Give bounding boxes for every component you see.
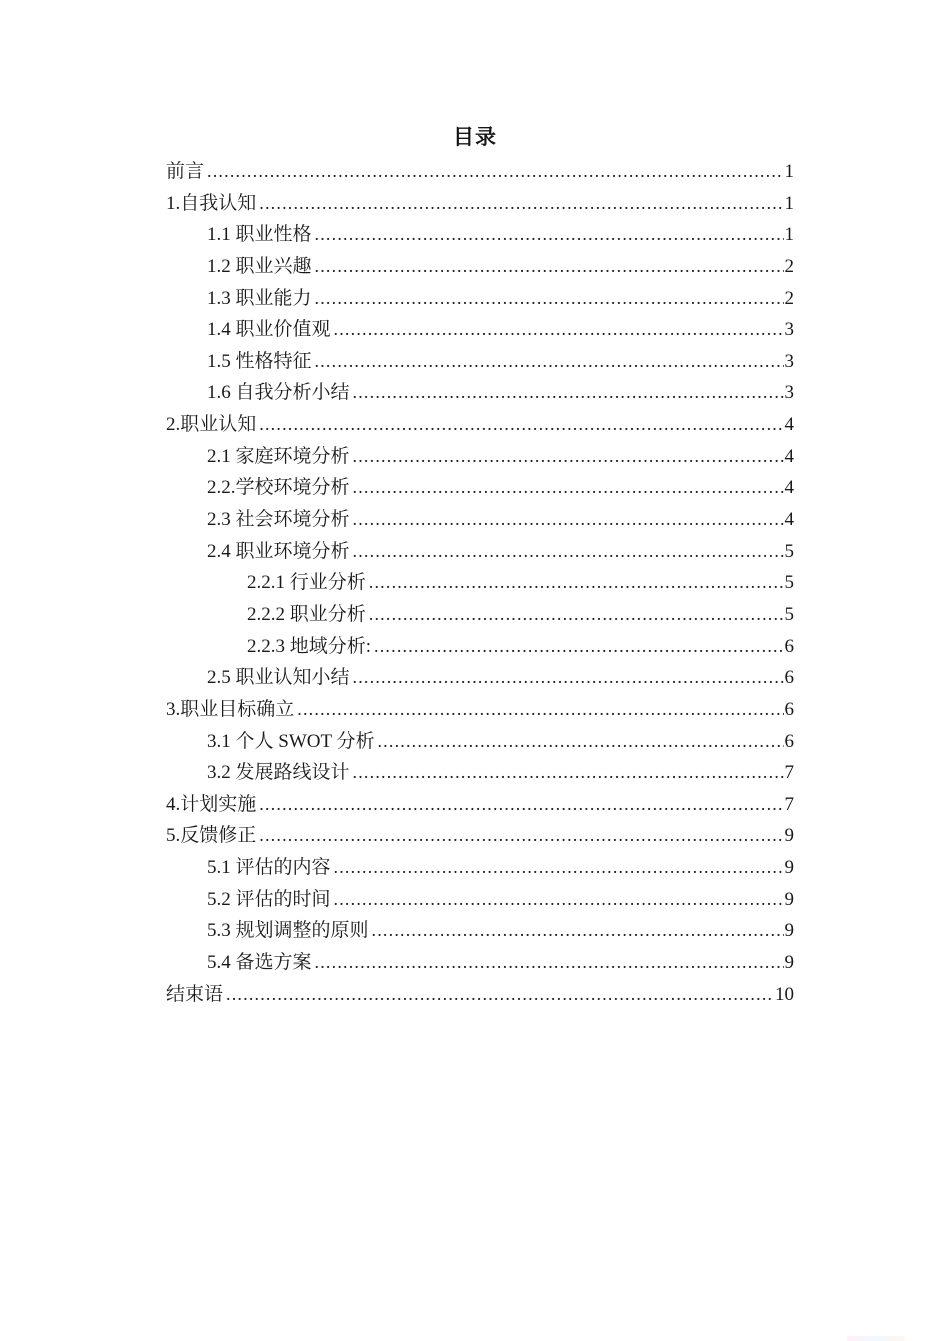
dot-leader xyxy=(207,156,783,188)
toc-entry-label: 5.4 备选方案 xyxy=(207,952,312,974)
dot-leader xyxy=(315,251,784,283)
toc-entry[interactable] xyxy=(166,409,794,441)
dot-leader xyxy=(353,377,784,409)
toc-entry[interactable] xyxy=(166,599,794,631)
toc-entry-page-number: 10 xyxy=(775,983,794,1005)
toc-entry[interactable] xyxy=(166,567,794,599)
dot-leader xyxy=(259,789,783,821)
toc-entry[interactable] xyxy=(166,441,794,473)
toc-entry-page-number: 5 xyxy=(784,572,794,594)
dot-leader xyxy=(297,694,783,726)
toc-entry[interactable] xyxy=(166,820,794,852)
toc-entry[interactable] xyxy=(166,472,794,504)
toc-entry-page-number: 7 xyxy=(784,762,794,784)
toc-entry-label: 3.1 个人 SWOT 分析 xyxy=(207,730,375,752)
toc-entry-label: 1.1 职业性格 xyxy=(207,224,312,246)
toc-entry-label: 结束语 xyxy=(166,983,224,1005)
toc-entry-label: 5.反馈修正 xyxy=(166,825,257,847)
toc-entry-page-number: 5 xyxy=(784,603,794,625)
dot-leader xyxy=(334,314,784,346)
toc-entry-page-number: 1 xyxy=(784,192,794,214)
toc-entry-label: 2.4 职业环境分析 xyxy=(207,540,350,562)
toc-entry-page-number: 9 xyxy=(784,920,794,942)
toc-entry-label: 5.3 规划调整的原则 xyxy=(207,920,369,942)
toc-entry[interactable] xyxy=(166,536,794,568)
dot-leader xyxy=(259,409,783,441)
toc-entry[interactable] xyxy=(166,283,794,315)
toc-entry-label: 2.2.3 地域分析: xyxy=(247,635,372,657)
dot-leader xyxy=(353,504,784,536)
toc-entry[interactable] xyxy=(166,188,794,220)
toc-entry-page-number: 4 xyxy=(784,509,794,531)
toc-entry[interactable] xyxy=(166,219,794,251)
toc-entry[interactable] xyxy=(166,314,794,346)
toc-entry-page-number: 4 xyxy=(784,414,794,436)
toc-entry[interactable] xyxy=(166,947,794,979)
dot-leader xyxy=(315,346,784,378)
dot-leader xyxy=(315,219,784,251)
toc-entry[interactable] xyxy=(166,852,794,884)
toc-entry-page-number: 6 xyxy=(784,635,794,657)
toc-entry-label: 3.职业目标确立 xyxy=(166,698,295,720)
toc-entry-label: 1.4 职业价值观 xyxy=(207,319,331,341)
dot-leader xyxy=(334,852,784,884)
dot-leader xyxy=(353,472,784,504)
toc-entry-page-number: 6 xyxy=(784,667,794,689)
toc-entry[interactable] xyxy=(166,156,794,188)
dot-leader xyxy=(334,884,784,916)
dot-leader xyxy=(353,662,784,694)
toc-entry-page-number: 9 xyxy=(784,952,794,974)
toc-entry[interactable] xyxy=(166,915,794,947)
toc-entry-label: 4.计划实施 xyxy=(166,793,257,815)
dot-leader xyxy=(369,567,784,599)
dot-leader xyxy=(369,599,784,631)
toc-entry-page-number: 6 xyxy=(784,730,794,752)
toc-entry-page-number: 6 xyxy=(784,698,794,720)
toc-entry-label: 前言 xyxy=(166,161,205,182)
toc-entry-page-number: 2 xyxy=(784,287,794,309)
toc-entry-page-number: 9 xyxy=(784,825,794,847)
toc-title: 目录 xyxy=(453,125,497,149)
toc-entry[interactable] xyxy=(166,979,794,1011)
toc-entry[interactable] xyxy=(166,631,794,663)
toc-entry[interactable] xyxy=(166,757,794,789)
toc-entry[interactable] xyxy=(166,346,794,378)
toc-entry-page-number: 4 xyxy=(784,445,794,467)
toc-entry-label: 2.1 家庭环境分析 xyxy=(207,445,350,467)
dot-leader xyxy=(315,947,784,979)
toc-entry[interactable] xyxy=(166,726,794,758)
dot-leader xyxy=(377,726,783,758)
dot-leader xyxy=(259,188,783,220)
toc-entry-label: 1.3 职业能力 xyxy=(207,287,312,309)
toc-entry-page-number: 4 xyxy=(784,477,794,499)
dot-leader xyxy=(226,979,774,1011)
toc-entry-label: 1.5 性格特征 xyxy=(207,350,312,372)
toc-entry-page-number: 3 xyxy=(784,350,794,372)
watermark-fragment xyxy=(847,1336,905,1341)
toc-entry[interactable] xyxy=(166,884,794,916)
toc-entry-label: 1.2 职业兴趣 xyxy=(207,255,312,277)
toc-entry-page-number: 1 xyxy=(784,224,794,246)
toc-entry-label: 5.2 评估的时间 xyxy=(207,888,331,910)
toc-entry-label: 3.2 发展路线设计 xyxy=(207,762,350,784)
toc-entry-label: 5.1 评估的内容 xyxy=(207,857,331,879)
toc-entry-page-number: 3 xyxy=(784,319,794,341)
toc-entry-label: 1.自我认知 xyxy=(166,192,257,214)
toc-entry-page-number: 5 xyxy=(784,540,794,562)
toc-entry-page-number: 2 xyxy=(784,255,794,277)
dot-leader xyxy=(353,536,784,568)
toc-entry[interactable] xyxy=(166,377,794,409)
toc-entry-page-number: 7 xyxy=(784,793,794,815)
dot-leader xyxy=(372,915,784,947)
dot-leader xyxy=(315,283,784,315)
toc-entry[interactable] xyxy=(166,789,794,821)
dot-leader xyxy=(259,820,783,852)
toc-entry[interactable] xyxy=(166,694,794,726)
toc-entry[interactable] xyxy=(166,662,794,694)
toc-entry-label: 2.职业认知 xyxy=(166,414,257,436)
toc-entry-label: 2.2.学校环境分析 xyxy=(207,477,350,499)
toc-entry-label: 2.3 社会环境分析 xyxy=(207,509,350,531)
toc-entry-page-number: 3 xyxy=(784,382,794,404)
toc-entry-label: 1.6 自我分析小结 xyxy=(207,382,350,404)
toc-entry-page-number: 1 xyxy=(784,161,794,182)
toc-entry[interactable] xyxy=(166,504,794,536)
toc-entry-page-number: 9 xyxy=(784,857,794,879)
toc-entry-label: 2.2.2 职业分析 xyxy=(247,603,366,625)
toc-entry[interactable] xyxy=(166,251,794,283)
toc-entry-page-number: 9 xyxy=(784,888,794,910)
toc-entry-label: 2.2.1 行业分析 xyxy=(247,572,366,594)
dot-leader xyxy=(353,441,784,473)
toc-list xyxy=(166,156,794,1010)
dot-leader xyxy=(374,631,783,663)
dot-leader xyxy=(353,757,784,789)
toc-entry-label: 2.5 职业认知小结 xyxy=(207,667,350,689)
